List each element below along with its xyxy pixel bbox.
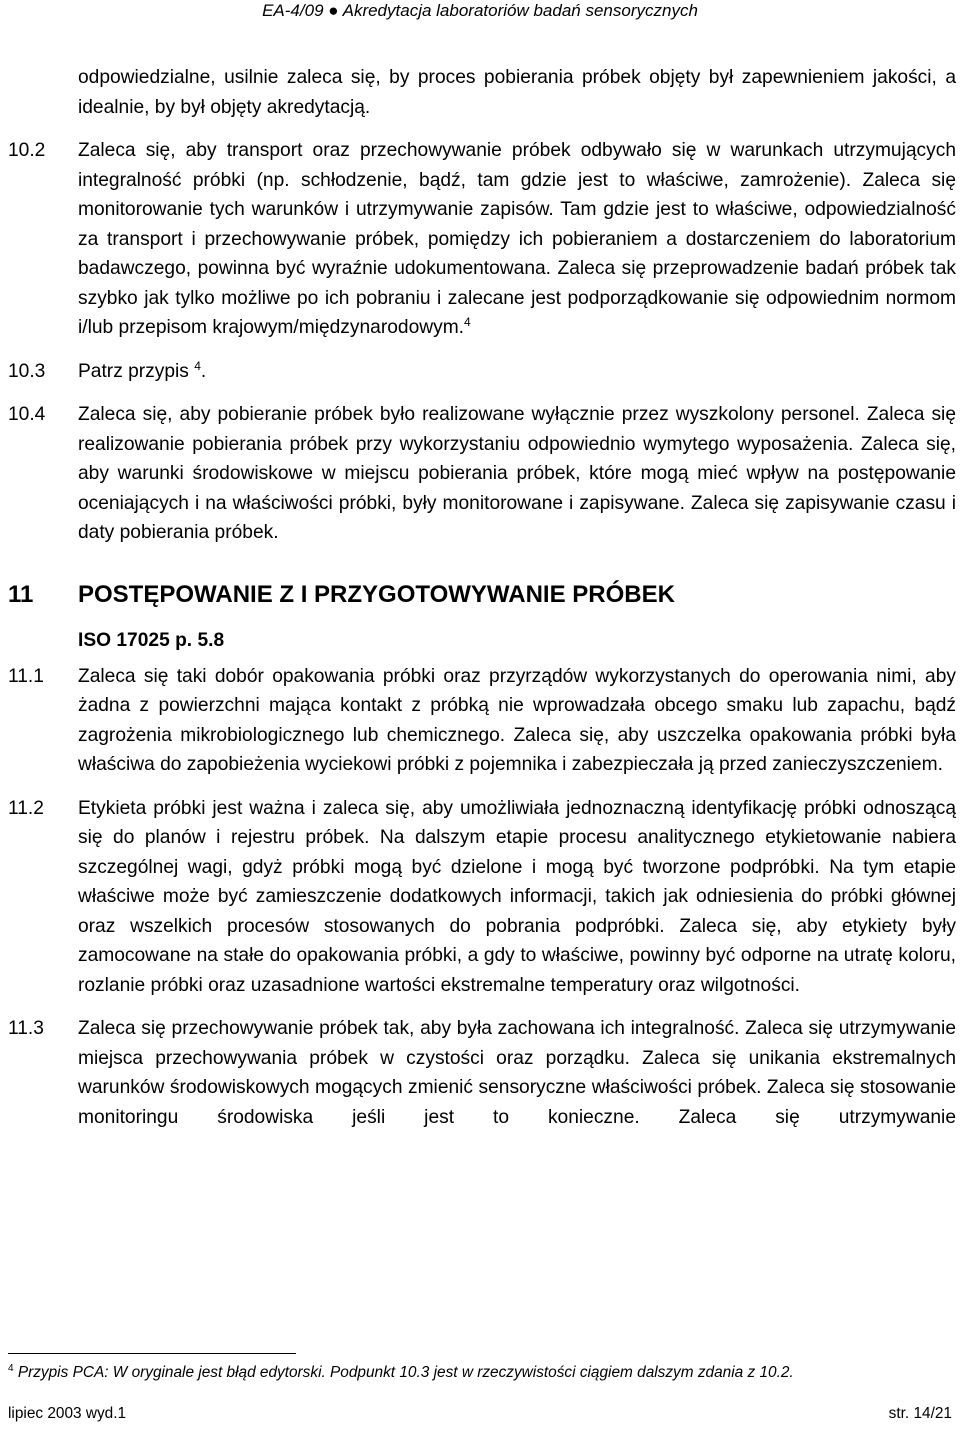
footer-edition: lipiec 2003 wyd.1 xyxy=(8,1405,127,1422)
section-heading xyxy=(8,580,956,610)
section-title: POSTĘPOWANIE Z I PRZYGOTOWYWANIE PRÓBEK xyxy=(78,580,675,608)
paragraph-number: 11.3 xyxy=(8,1018,44,1039)
paragraph-10-4 xyxy=(8,400,956,548)
document-body xyxy=(8,63,956,1132)
paragraph-text: Zaleca się, aby pobieranie próbek było realizowane wyłącznie przez wyszkolony personel. Zaleca się realizowanie pobierania próbek przy wykorzystaniu odpowiednio wymytego wyposażenia. Zaleca się, aby warunki środowiskowe w miejscu pobierania próbek, które mogą mieć wpływ na postępowanie oceniających i na właściwości próbki, były monitorowane i zapisywane. Zaleca się zapisywanie czasu i daty pobierania próbek. xyxy=(78,404,956,543)
paragraph-number: 10.3 xyxy=(8,360,46,382)
paragraph-number: 10.4 xyxy=(8,404,46,425)
page-header: EA-4/09 ● Akredytacja laboratoriów badań sensorycznych xyxy=(262,1,698,20)
paragraph-continuation xyxy=(8,63,956,122)
paragraph-11-2 xyxy=(8,794,956,1001)
paragraph-text: Zaleca się taki dobór opakowania próbki oraz przyrządów wykorzystanych do operowania nimi, aby żadna z powierzchni mająca kontakt z próbką nie wprowadzała obcego smaku lub zapachu, bądź zagrożenia mikrobiologicznego lub chemicznego. Zaleca się, aby uszczelka opakowania próbki była właściwa do zapobieżenia wyciekowi próbki z pojemnika i zabezpieczała ją przed zanieczyszczeniem. xyxy=(78,665,956,775)
paragraph-text: Patrz przypis xyxy=(78,360,189,382)
paragraph-10-3: 10.3 Patrz przypis $^4$. xyxy=(8,357,956,387)
paragraph-number: 11.2 xyxy=(8,797,44,819)
iso-reference: ISO 17025 p. 5.8 xyxy=(78,629,225,651)
paragraph-number: 11.1 xyxy=(8,665,44,687)
footnote-reference[interactable]: 4 xyxy=(194,358,201,373)
paragraph-number: 10.2 xyxy=(8,140,46,161)
paragraph-11-3 xyxy=(8,1014,956,1132)
footnote-text: Przypis PCA: W oryginale jest błąd edytorski. Podpunkt 10.3 jest w rzeczywistości ciągiem dalszym zdania z 10.2. xyxy=(17,1364,794,1381)
footnote xyxy=(8,1362,952,1384)
paragraph-text: Zaleca się, aby transport oraz przechowywanie próbek odbywało się w warunkach utrzymujących integralność próbki (np. schłodzenie, bądź, tam gdzie jest to właściwe, zamrożenie). Zaleca się monitorowanie tych warunków i utrzymywanie zapisów. Tam gdzie jest to właściwe, odpowiedzialność za transport i przechowywanie próbek, pomiędzy ich pobieraniem a dostarczeniem do laboratorium badawczego, powinna być wyraźnie udokumentowana. Zaleca się przeprowadzenie badań próbek tak szybko jak tylko możliwe po ich pobraniu i zalecane jest podporządkowanie się odpowiednim normom i/lub przepisom krajowym/międzynarodowym. xyxy=(78,140,956,338)
footnote-separator xyxy=(8,1353,296,1354)
section-number: 11 xyxy=(8,580,34,608)
paragraph-text: odpowiedzialne, usilnie zaleca się, by proces pobierania próbek objęty był zapewnieniem jakości, a idealnie, by był objęty akredytacją. xyxy=(78,67,956,118)
paragraph-text: Zaleca się przechowywanie próbek tak, aby była zachowana ich integralność. Zaleca się utrzymywanie miejsca przechowywania próbek w czystości oraz porządku. Zaleca się unikania ekstremalnych warunków środowiskowych mogących zmienić sensoryczne właściwości próbek. Zaleca się stosowanie monitoringu środowiska jeśli jest to konieczne. Zaleca się utrzymywanie xyxy=(78,1018,956,1128)
footnote-reference[interactable]: 4 xyxy=(464,315,471,329)
paragraph-text: Etykieta próbki jest ważna i zaleca się, aby umożliwiała jednoznaczną identyfikację próbki odnoszącą się do planów i rejestru próbek. Na dalszym etapie procesu analitycznego etykietowanie nabiera szczególnej wagi, gdyż próbki mogą być dzielone i mogą być tworzone podpróbki. Na tym etapie właściwe może być zamieszczenie dodatkowych informacji, takich jak odniesienia do próbki głównej oraz wszelkich procesów stosowanych do pobrania podpróbki. Zaleca się, aby etykiety były zamocowane na stałe do opakowania próbki, a gdy to właściwe, powinny być odporne na utratę koloru, rozlanie próbki oraz uzasadnione wartości ekstremalne temperatury oraz wilgotności. xyxy=(78,797,956,996)
page-number: str. 14/21 xyxy=(888,1405,952,1422)
paragraph-11-1 xyxy=(8,662,956,780)
footnote-number: 4 xyxy=(8,1363,14,1374)
paragraph-10-2 xyxy=(8,136,956,343)
